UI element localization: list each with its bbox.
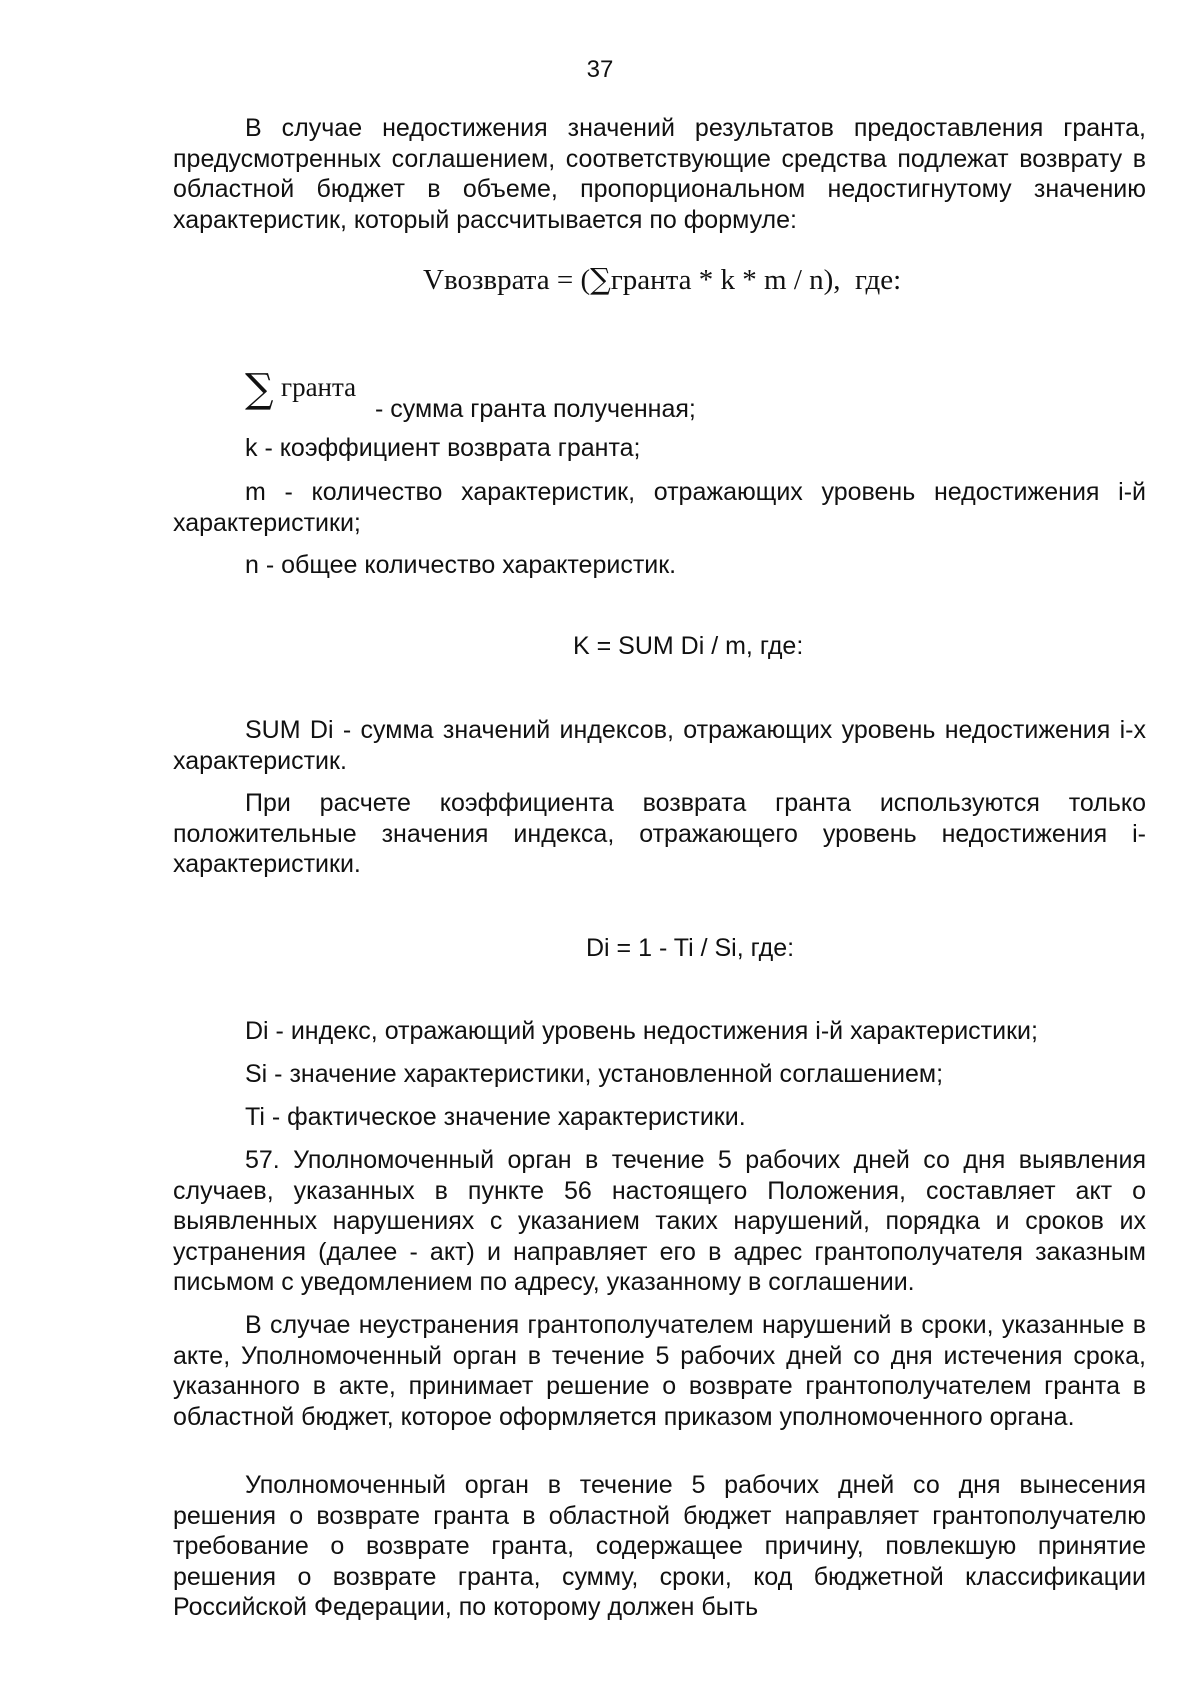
paragraph-positive-values: При расчете коэффициента возврата гранта используются только положительные значения индекса, отражающего уровень недостижения i-характеристики. (173, 789, 1146, 878)
sigma-icon: ∑ (590, 262, 611, 296)
paragraph-57: 57. Уполномоченный орган в течение 5 рабочих дней со дня выявления случаев, указанных в пункте 56 настоящего Положения, составляет акт о выявленных нарушениях с указанием таких нарушений, порядка и сроков их устранения (далее - акт) и направляет его в адрес грантополучателя заказным письмом с уведомлением по адресу, указанному в соглашении. (173, 1146, 1146, 1296)
definition-k: k - коэффициент возврата гранта; (245, 434, 641, 462)
formula-coefficient: K = SUM Di / m, где: (573, 632, 804, 660)
definition-sum-di: SUM Di - сумма значений индексов, отражающих уровень недостижения i-х характеристик. (173, 716, 1146, 775)
definition-si: Si - значение характеристики, установленной соглашением; (245, 1060, 944, 1088)
definition-n: n - общее количество характеристик. (245, 551, 677, 579)
definition-di: Di - индекс, отражающий уровень недостижения i-й характеристики; (245, 1017, 1038, 1045)
definition-m: m - количество характеристик, отражающих уровень недостижения i-й характеристики; (173, 478, 1146, 537)
formula-rhs: гранта * k * m / n), (610, 264, 841, 296)
sigma-icon: ∑ (245, 366, 274, 412)
sum-grant-text: - сумма гранта полученная; (375, 395, 696, 423)
formula-where: где: (855, 264, 902, 296)
formula-return-amount (423, 262, 901, 297)
sum-grant-label: гранта (281, 372, 357, 402)
paragraph-failure-to-remedy: В случае неустранения грантополучателем нарушений в сроки, указанные в акте, Уполномоченный орган в течение 5 рабочих дней со дня истечения срока, указанного в акте, принимает решение о возврате грантополучателем гранта в областной бюджет, которое оформляется приказом уполномоченного органа. (173, 1311, 1146, 1431)
formula-index: Di = 1 - Ti / Si, где: (586, 934, 795, 962)
paragraph-return-requirement: Уполномоченный орган в течение 5 рабочих дней со дня вынесения решения о возврате гранта в областной бюджет направляет грантополучателю требование о возврате гранта, содержащее причину, повлекшую принятие решения о возврате гранта, сумму, сроки, код бюджетной классификации Российской Федерации, по которому должен быть (173, 1471, 1146, 1621)
page-number: 37 (586, 56, 614, 83)
definition-ti: Ti - фактическое значение характеристики. (245, 1103, 746, 1131)
formula-lhs: Vвозврата = ( (423, 264, 591, 296)
paragraph-intro: В случае недостижения значений результатов предоставления гранта, предусмотренных соглашением, соответствующие средства подлежат возврату в областной бюджет в объеме, пропорциональном недостигнутому значению характеристик, который рассчитывается по формуле: (173, 114, 1146, 234)
